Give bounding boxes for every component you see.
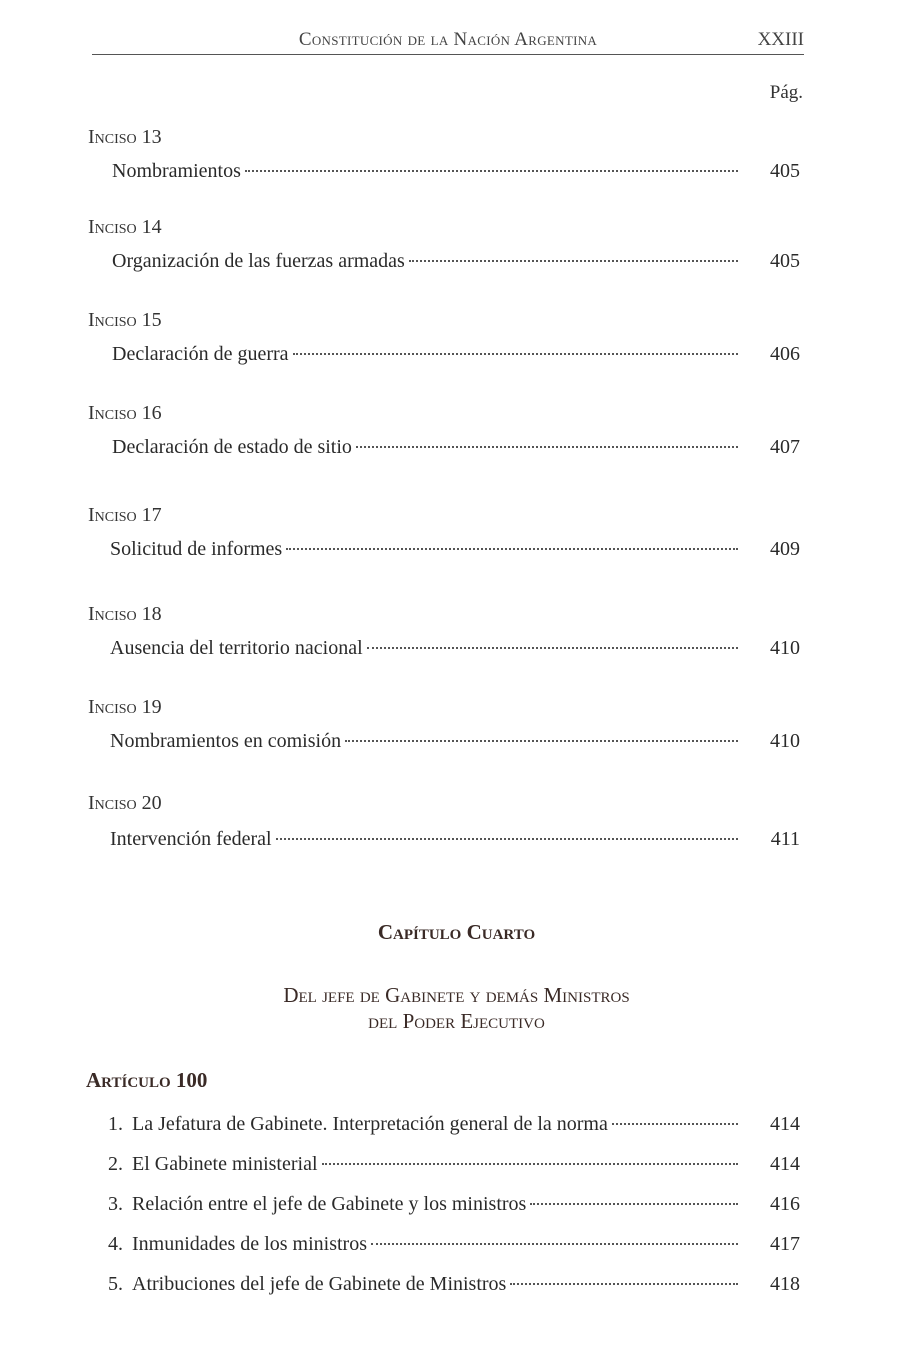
toc-entry [88,156,800,186]
article-item-list [108,1108,800,1308]
inciso-block [88,692,800,756]
page-column-label: Pág. [769,82,803,103]
inciso-block [88,500,800,564]
toc-entry-text: Intervención federal [110,828,272,850]
toc-entry-page: 418 [770,1273,800,1295]
toc-entry-text [108,1108,608,1140]
toc-entry [88,246,800,276]
inciso-heading: Inciso 14 [88,216,162,238]
chapter-title: Capítulo Cuarto [377,920,536,944]
toc-entry [88,633,800,663]
toc-entry-text: Solicitud de informes [110,538,283,560]
toc-entry-text: Nombramientos en comisión [110,730,342,752]
dot-leader [356,446,738,448]
toc-entry-page: 405 [770,250,800,272]
item-text: Inmunidades de los ministros [132,1233,367,1255]
dot-leader [276,838,738,840]
toc-entry [108,1228,800,1268]
running-title: Constitución de la Nación Argentina [298,29,598,50]
item-number: 1. [108,1113,123,1135]
inciso-heading: Inciso 16 [88,402,162,424]
toc-entry-page: 411 [770,828,800,850]
dot-leader [409,260,738,262]
inciso-heading: Inciso 15 [88,309,162,331]
item-text: La Jefatura de Gabinete. Interpretación general de la norma [132,1113,608,1135]
dot-leader [371,1243,738,1245]
toc-entry [88,339,800,369]
toc-entry [88,824,800,854]
page-number: XXIII [757,29,804,50]
toc-entry-page: 414 [770,1113,800,1135]
chapter-subtitle-line: Del jefe de Gabinete y demás Ministros [283,983,630,1007]
toc-entry-page: 407 [770,436,800,458]
toc-entry-text [108,1228,367,1260]
toc-entry-page: 406 [770,343,800,365]
inciso-heading: Inciso 17 [88,504,162,526]
inciso-block [88,788,800,854]
toc-entry-text [108,1188,526,1220]
dot-leader [345,740,738,742]
item-number: 3. [108,1193,123,1215]
item-number: 5. [108,1273,123,1295]
chapter-subtitle-line: del Poder Ejecutivo [368,1009,545,1033]
item-number: 2. [108,1153,123,1175]
toc-entry-text: Nombramientos [112,160,241,182]
inciso-heading: Inciso 20 [88,792,162,814]
article-heading: Artículo 100 [86,1068,208,1092]
toc-entry-text: Declaración de estado de sitio [112,436,352,458]
dot-leader [322,1163,739,1165]
toc-entry [108,1148,800,1188]
running-header [92,26,804,55]
item-text: El Gabinete ministerial [132,1153,318,1175]
toc-entry-page: 410 [770,637,800,659]
inciso-heading: Inciso 13 [88,126,162,148]
dot-leader [286,548,738,550]
toc-entry-page: 414 [770,1153,800,1175]
dot-leader [612,1123,738,1125]
toc-entry [88,726,800,756]
dot-leader [245,170,738,172]
chapter-subtitle [0,982,913,1034]
toc-entry-text: Declaración de guerra [112,343,289,365]
toc-entry-page: 416 [770,1193,800,1215]
toc-entry-text: Ausencia del territorio nacional [110,637,363,659]
inciso-block [88,305,800,369]
toc-entry-page: 409 [770,538,800,560]
toc-entry-text: Organización de las fuerzas armadas [112,250,405,272]
inciso-block [88,599,800,663]
item-text: Relación entre el jefe de Gabinete y los ministros [132,1193,527,1215]
dot-leader [367,647,738,649]
dot-leader [293,353,738,355]
toc-entry [108,1108,800,1148]
inciso-block [88,398,800,462]
item-text: Atribuciones del jefe de Gabinete de Ministros [132,1273,507,1295]
toc-entry [88,432,800,462]
toc-entry-text [108,1268,506,1300]
toc-entry [108,1268,800,1308]
toc-entry-page: 410 [770,730,800,752]
item-number: 4. [108,1233,123,1255]
toc-entry-text [108,1148,318,1180]
toc-entry [108,1188,800,1228]
toc-entry-page: 405 [770,160,800,182]
inciso-block [88,212,800,276]
inciso-heading: Inciso 18 [88,603,162,625]
inciso-heading: Inciso 19 [88,696,162,718]
dot-leader [510,1283,738,1285]
toc-entry [88,534,800,564]
dot-leader [530,1203,738,1205]
inciso-block [88,122,800,186]
toc-entry-page: 417 [770,1233,800,1255]
